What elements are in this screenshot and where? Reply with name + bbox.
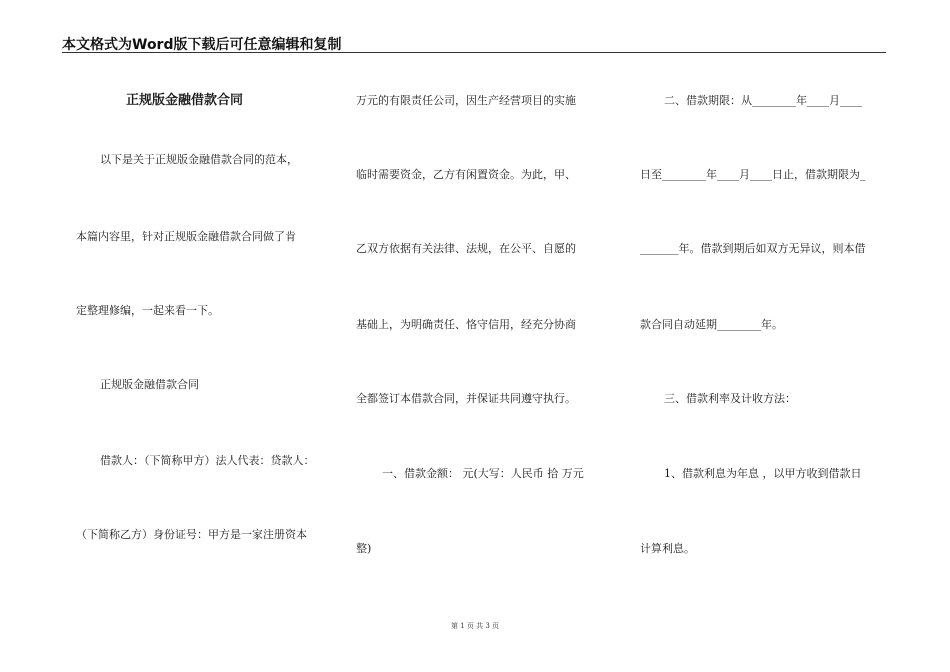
paragraph-line: 乙双方依据有关法律、法规，在公平、自愿的 [356,242,576,255]
paragraph-line: 借款人：（下简称甲方）法人代表：贷款人： [100,454,315,467]
paragraph-line: 定整理修编，一起来看一下。 [76,304,219,317]
paragraph-line: 计算利息。 [640,542,695,555]
document-header: 本文格式为Word版下载后可任意编辑和复制 [62,37,342,53]
document-title: 正规版金融借款合同 [126,93,244,108]
page-number: 第 1 页 共 3 页 [450,622,500,630]
clause-loan-amount: 一、借款金额： 元(大写：人民币 拾 万元 [382,467,584,480]
paragraph-line: 临时需要资金，乙方有闲置资金。为此，甲、 [356,168,576,181]
paragraph-line: 款合同自动延期________年。 [640,318,783,331]
paragraph-line: 全都签订本借款合同，并保证共同遵守执行。 [356,392,576,405]
paragraph-line: 日至________年____月____日止，借款期限为_ [640,168,866,181]
paragraph-line: _______年。借款到期后如双方无异议，则本借 [640,242,866,255]
paragraph-line: 1、借款利息为年息 ，以甲方收到借款日 [664,467,862,480]
paragraph-line: 基础上，为明确责任、恪守信用，经充分协商 [356,318,576,331]
paragraph-line: 本篇内容里，针对正规版金融借款合同做了肯 [76,230,296,243]
paragraph-line: 以下是关于正规版金融借款合同的范本， [100,153,298,166]
header-divider [62,52,886,53]
paragraph-line: 万元的有限责任公司，因生产经营项目的实施 [356,94,576,107]
clause-interest-rate: 三、借款利率及计收方法： [664,392,796,405]
paragraph-line: （下简称乙方）身份证号：甲方是一家注册资本 [76,528,307,541]
paragraph-line: 整) [356,542,372,555]
section-heading: 正规版金融借款合同 [100,378,199,391]
clause-loan-term: 二、借款期限：从________年____月____ [664,94,862,107]
